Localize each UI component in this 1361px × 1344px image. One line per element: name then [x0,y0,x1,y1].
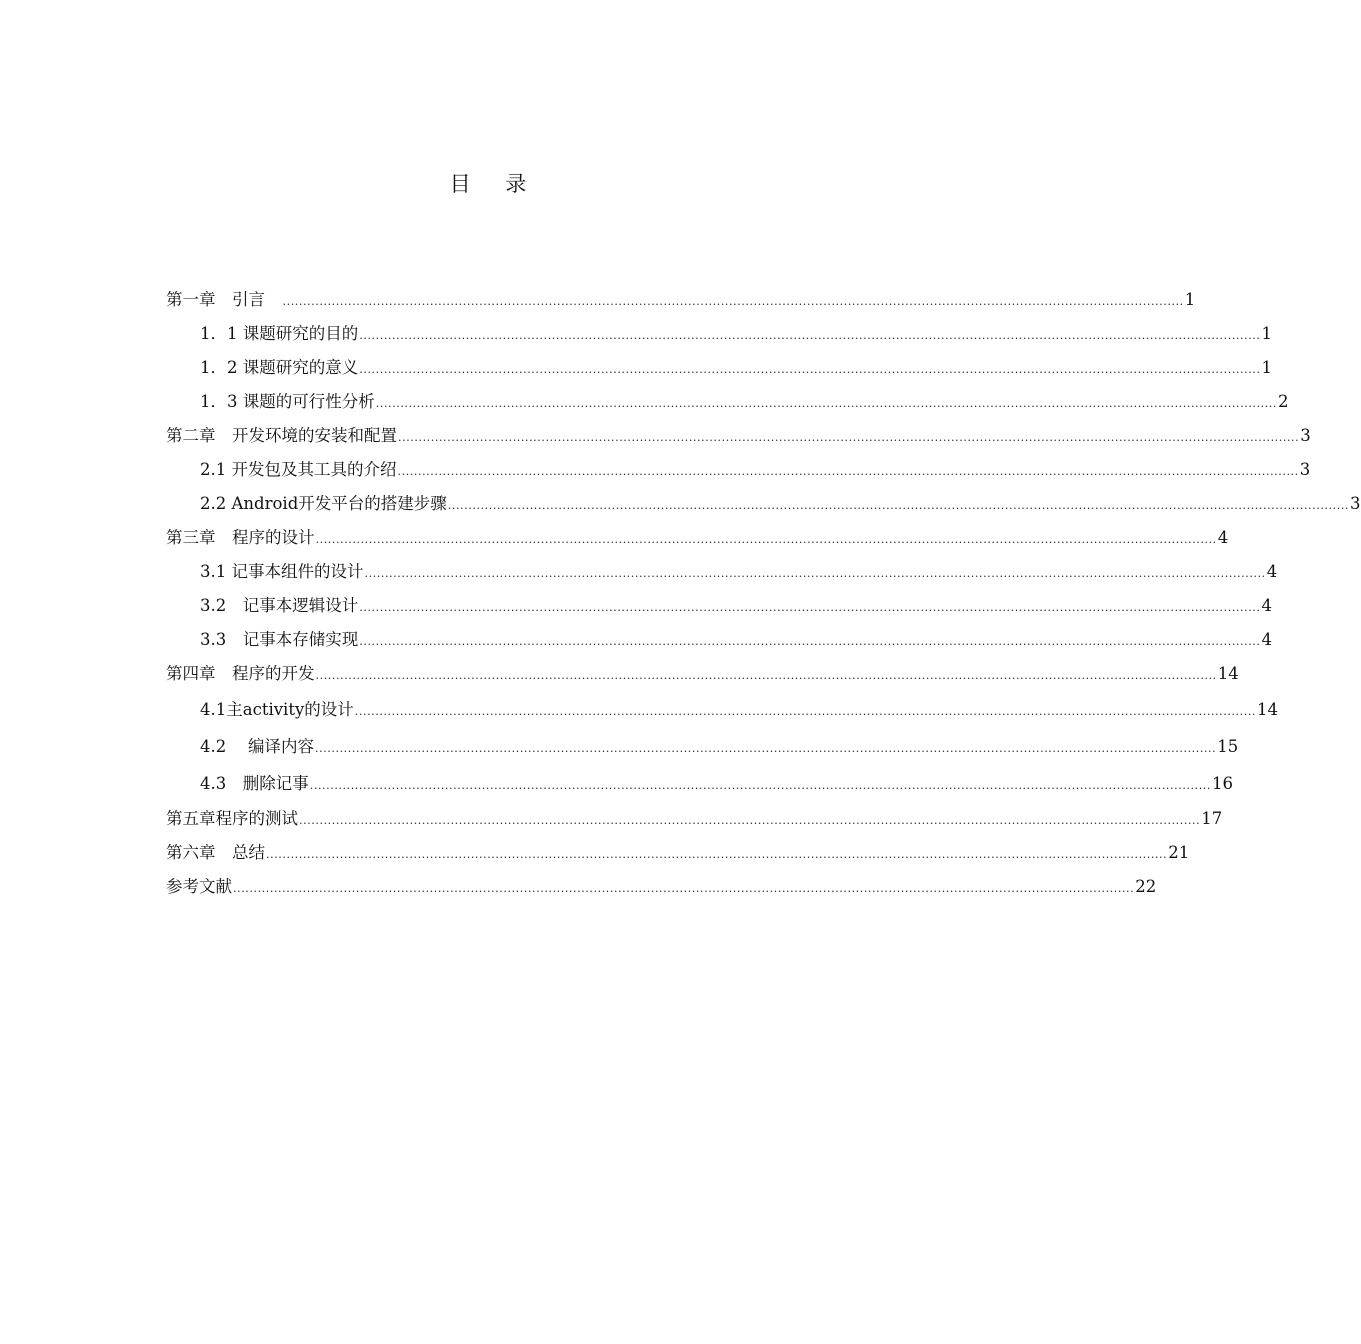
toc-entry-text: 第六章 总结 [166,843,265,862]
toc-leader-dots: ............................................................................................................................................................................................................................ [375,397,1277,410]
toc-entry-page: 4 [1217,528,1229,547]
toc-leader-dots: ............................................................................................................................................................................................................................ [364,567,1266,580]
toc-entry[interactable] [166,555,1278,589]
toc-entry[interactable] [166,385,1289,419]
toc-entry-page: 1 [1184,290,1196,309]
toc-entry-page: 1 [1261,358,1272,377]
toc-entry-text: 1．2 课题研究的意义 [200,358,359,377]
toc-entry-page: 2 [1278,392,1289,411]
toc-entry-page: 4 [1261,630,1272,649]
toc-entry-page: 16 [1212,774,1233,793]
toc-entry[interactable] [166,802,1223,836]
toc-entry-text: 4.2 编译内容 [200,737,314,756]
toc-entry-text: 第三章 程序的设计 [166,528,315,547]
toc-entry-text: 第一章 引言 [166,290,282,309]
toc-entry-page: 3 [1299,460,1311,479]
toc-leader-dots: ............................................................................................................................................................................................................................ [359,635,1261,648]
toc-entry[interactable] [166,351,1272,385]
toc-entry-text: 3.3 记事本存储实现 [200,630,359,649]
toc-entry[interactable] [166,657,1239,691]
toc-entry-page: 4 [1261,596,1272,615]
toc-entry[interactable] [166,453,1311,487]
toc-leader-dots: ............................................................................................................................................................................................................................ [299,814,1201,827]
toc-leader-dots: ............................................................................................................................................................................................................................ [447,499,1350,512]
toc-leader-dots: ............................................................................................................................................................................................................................ [398,431,1300,444]
toc-entry[interactable] [166,765,1233,802]
toc-leader-dots: ............................................................................................................................................................................................................................ [359,601,1261,614]
toc-leader-dots: ............................................................................................................................................................................................................................ [282,295,1184,308]
toc-leader-dots: ............................................................................................................................................................................................................................ [397,465,1299,478]
toc-leader-dots: ............................................................................................................................................................................................................................ [233,882,1135,895]
toc-entry[interactable] [166,487,1361,521]
toc-entry-text: 3.2 记事本逻辑设计 [200,596,359,615]
toc-entry[interactable] [166,623,1272,657]
toc-entry-text: 第四章 程序的开发 [166,664,315,683]
toc-entry[interactable] [166,521,1229,555]
toc-title: 目 录 [449,172,541,196]
toc-entry-text: 1．3 课题的可行性分析 [200,392,375,411]
toc-entry-text: 2.1 开发包及其工具的介绍 [200,460,397,479]
toc-entry-page: 17 [1201,809,1223,828]
toc-entry[interactable] [166,589,1272,623]
toc-list [166,283,1361,904]
toc-entry-text: 第五章程序的测试 [166,809,298,828]
toc-entry[interactable] [166,870,1157,904]
toc-leader-dots: ............................................................................................................................................................................................................................ [359,329,1261,342]
toc-entry-page: 21 [1168,843,1190,862]
toc-entry-text: 4.1主activity的设计 [200,700,354,719]
toc-entry-text: 2.2 Android开发平台的搭建步骤 [200,494,447,513]
toc-leader-dots: ............................................................................................................................................................................................................................ [309,779,1211,792]
toc-leader-dots: ............................................................................................................................................................................................................................ [266,848,1168,861]
toc-leader-dots: ............................................................................................................................................................................................................................ [315,742,1217,755]
toc-entry-text: 第二章 开发环境的安装和配置 [166,426,397,445]
toc-entry-page: 22 [1135,877,1157,896]
toc-entry-text: 4.3 删除记事 [200,774,309,793]
toc-leader-dots: ............................................................................................................................................................................................................................ [315,533,1217,546]
toc-leader-dots: ............................................................................................................................................................................................................................ [315,669,1217,682]
toc-entry-page: 14 [1257,700,1279,719]
toc-entry[interactable] [166,836,1190,870]
toc-entry-page: 3 [1300,426,1311,445]
toc-entry[interactable] [166,419,1311,453]
toc-entry-page: 14 [1217,664,1239,683]
toc-entry[interactable] [166,317,1272,351]
toc-entry-page: 15 [1217,737,1239,756]
toc-entry[interactable] [166,283,1196,317]
toc-leader-dots: ............................................................................................................................................................................................................................ [359,363,1261,376]
toc-entry-page: 1 [1261,324,1272,343]
toc-entry-text: 1．1 课题研究的目的 [200,324,359,343]
toc-entry-page: 3 [1350,494,1361,513]
toc-entry[interactable] [166,691,1279,728]
toc-entry[interactable] [166,728,1239,765]
toc-leader-dots: ............................................................................................................................................................................................................................ [354,705,1257,718]
toc-entry-page: 4 [1266,562,1278,581]
toc-entry-text: 3.1 记事本组件的设计 [200,562,364,581]
toc-entry-text: 参考文献 [166,877,232,896]
